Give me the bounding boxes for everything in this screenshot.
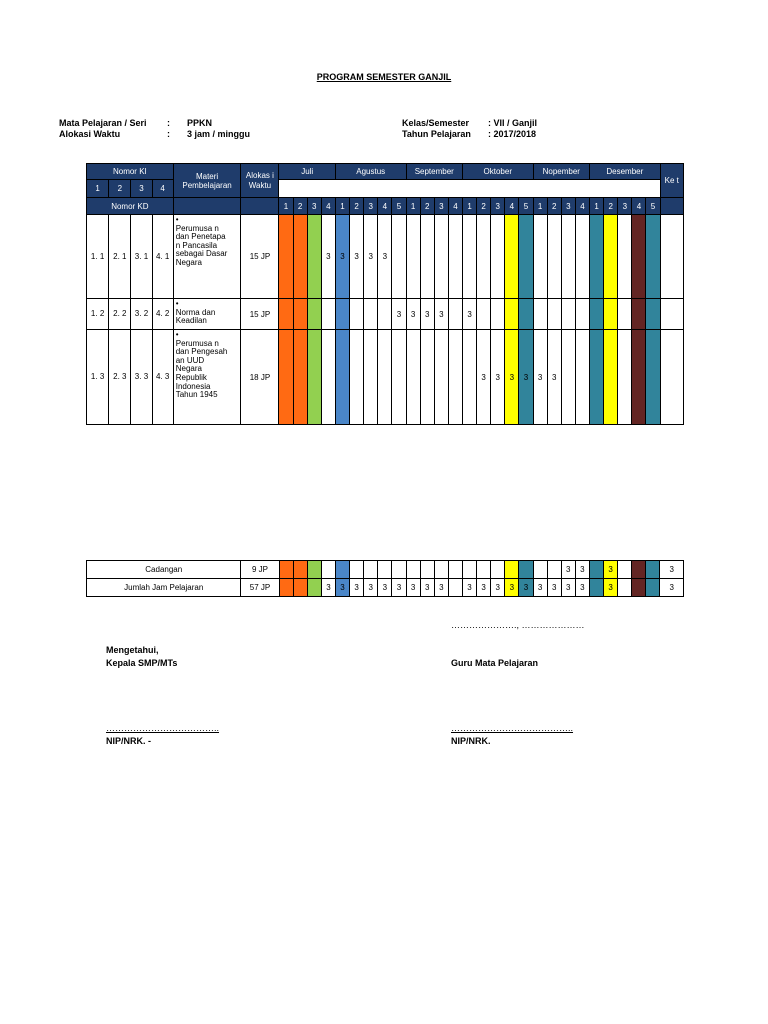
- week-number: 5: [646, 198, 660, 215]
- week-cell: 3: [335, 579, 349, 597]
- kd-number: 4. 3: [152, 330, 173, 425]
- week-cell: 3: [491, 330, 505, 425]
- kd-number: 1. 3: [87, 330, 109, 425]
- week-cell: [505, 561, 519, 579]
- ki-number: 3: [131, 180, 152, 198]
- week-cell: [618, 215, 632, 299]
- week-cell: 3: [392, 299, 406, 330]
- jp-cell: 18 JP: [241, 330, 279, 425]
- week-cell: [547, 561, 561, 579]
- week-cell: [646, 215, 660, 299]
- kd-number: 2. 2: [109, 299, 131, 330]
- week-cell: [646, 579, 660, 597]
- week-cell: 3: [350, 579, 364, 597]
- week-cell: [604, 299, 618, 330]
- week-cell: [420, 561, 434, 579]
- week-cell: [392, 330, 406, 425]
- week-cell: [575, 299, 589, 330]
- week-cell: [434, 215, 448, 299]
- summary-ket: 3: [660, 561, 684, 579]
- week-number: 1: [533, 198, 547, 215]
- jp-cell: 15 JP: [241, 215, 279, 299]
- week-cell: [293, 330, 307, 425]
- mapel-colon: :: [167, 118, 170, 128]
- week-number: 3: [561, 198, 575, 215]
- week-cell: [604, 330, 618, 425]
- week-cell: 3: [406, 579, 420, 597]
- week-cell: [406, 215, 420, 299]
- week-number: 3: [434, 198, 448, 215]
- week-cell: [406, 561, 420, 579]
- week-cell: 3: [462, 579, 476, 597]
- summary-jp: 9 JP: [241, 561, 279, 579]
- kd-number: 1. 1: [87, 215, 109, 299]
- tahun-label: Tahun Pelajaran: [402, 129, 471, 139]
- week-cell: [462, 215, 476, 299]
- ki-number: 1: [87, 180, 109, 198]
- week-number: 2: [420, 198, 434, 215]
- month-header: Oktober: [462, 164, 533, 180]
- week-number: 3: [618, 198, 632, 215]
- week-cell: [307, 299, 321, 330]
- week-cell: [533, 299, 547, 330]
- week-cell: [279, 330, 293, 425]
- week-cell: [392, 561, 406, 579]
- week-cell: 3: [505, 330, 519, 425]
- week-cell: [420, 330, 434, 425]
- week-cell: [533, 561, 547, 579]
- week-cell: [477, 215, 491, 299]
- week-cell: [505, 215, 519, 299]
- week-cell: [547, 215, 561, 299]
- week-cell: [590, 215, 604, 299]
- kd-number: 3. 3: [131, 330, 152, 425]
- week-cell: 3: [477, 579, 491, 597]
- week-number: 3: [491, 198, 505, 215]
- week-cell: [350, 299, 364, 330]
- alokasi-blank-header: [241, 198, 279, 215]
- kd-number: 1. 2: [87, 299, 109, 330]
- week-cell: [575, 330, 589, 425]
- kepala-label: Kepala SMP/MTs: [106, 658, 178, 668]
- date-line: …………………., …………………: [451, 620, 585, 630]
- kd-number: 3. 1: [131, 215, 152, 299]
- month-header: September: [406, 164, 462, 180]
- week-cell: [378, 561, 392, 579]
- week-cell: [321, 330, 335, 425]
- week-cell: 3: [547, 330, 561, 425]
- week-cell: [462, 330, 476, 425]
- week-cell: [618, 561, 632, 579]
- week-cell: [350, 330, 364, 425]
- week-cell: [589, 561, 603, 579]
- kd-number: 3. 2: [131, 299, 152, 330]
- guru-label: Guru Mata Pelajaran: [451, 658, 539, 668]
- week-cell: [589, 579, 603, 597]
- ket-cell: [660, 330, 683, 425]
- jp-cell: 15 JP: [241, 299, 279, 330]
- week-cell: [279, 561, 293, 579]
- mapel-label: Mata Pelajaran / Seri: [59, 118, 147, 128]
- week-cell: 3: [434, 299, 448, 330]
- week-cell: 3: [350, 215, 364, 299]
- kd-number: 2. 3: [109, 330, 131, 425]
- week-cell: [307, 579, 321, 597]
- materi-text: Perumusa n dan Penetapa n Pancasila sebagai Dasar Negara: [175, 223, 228, 267]
- summary-label: Jumlah Jam Pelajaran: [87, 579, 241, 597]
- materi-cell: [173, 215, 241, 299]
- materi-blank-header: [173, 198, 241, 215]
- week-number: 1: [406, 198, 420, 215]
- week-number: 5: [519, 198, 533, 215]
- week-number: 2: [477, 198, 491, 215]
- week-cell: 3: [604, 561, 618, 579]
- week-number: 1: [279, 198, 293, 215]
- week-number: 4: [321, 198, 335, 215]
- week-cell: [547, 299, 561, 330]
- week-number: 2: [350, 198, 364, 215]
- week-cell: [632, 579, 646, 597]
- week-cell: [307, 215, 321, 299]
- week-cell: [448, 579, 462, 597]
- month-header: Nopember: [533, 164, 589, 180]
- week-cell: [378, 299, 392, 330]
- week-cell: 3: [491, 579, 505, 597]
- week-cell: [293, 299, 307, 330]
- week-cell: 3: [575, 579, 589, 597]
- week-cell: [604, 215, 618, 299]
- week-number: 3: [364, 198, 378, 215]
- summary-row: [87, 579, 684, 597]
- week-cell: 3: [519, 579, 533, 597]
- week-cell: [519, 215, 533, 299]
- schedule-table: [86, 163, 684, 425]
- week-cell: [364, 561, 378, 579]
- ki-number: 2: [109, 180, 131, 198]
- materi-cell: [173, 299, 241, 330]
- kd-number: 2. 1: [109, 215, 131, 299]
- week-number: 1: [335, 198, 349, 215]
- week-cell: [491, 561, 505, 579]
- mapel-value: PPKN: [187, 118, 213, 128]
- week-cell: 3: [575, 561, 589, 579]
- week-cell: [321, 561, 335, 579]
- summary-table: [86, 560, 684, 597]
- week-cell: 3: [420, 299, 434, 330]
- week-cell: [279, 215, 293, 299]
- table-row: [87, 299, 684, 330]
- week-cell: [519, 561, 533, 579]
- week-cell: [491, 215, 505, 299]
- nomor-ki-header: Nomor KI: [87, 164, 174, 180]
- ki-number: 4: [152, 180, 173, 198]
- week-cell: [364, 299, 378, 330]
- week-cell: [477, 561, 491, 579]
- week-number: 1: [590, 198, 604, 215]
- alokasi-value: 3 jam / minggu: [187, 129, 251, 139]
- week-cell: 3: [533, 579, 547, 597]
- week-cell: 3: [392, 579, 406, 597]
- week-cell: [335, 561, 349, 579]
- week-cell: [505, 299, 519, 330]
- month-header: Desember: [590, 164, 661, 180]
- summary-row: [87, 561, 684, 579]
- week-cell: 3: [321, 215, 335, 299]
- kd-number: 4. 1: [152, 215, 173, 299]
- kelas-label: Kelas/Semester: [402, 118, 470, 128]
- week-cell: 3: [547, 579, 561, 597]
- left-signature-line: ………………………………..: [106, 723, 220, 733]
- week-cell: [448, 330, 462, 425]
- summary-jp: 57 JP: [241, 579, 279, 597]
- left-nip: NIP/NRK. -: [106, 736, 151, 746]
- week-number: 2: [293, 198, 307, 215]
- week-cell: 3: [406, 299, 420, 330]
- alokasi-label: Alokasi Waktu: [59, 129, 121, 139]
- mengetahui-label: Mengetahui,: [106, 645, 159, 655]
- week-cell: [632, 215, 646, 299]
- week-cell: [420, 215, 434, 299]
- materi-text: Norma dan Keadilan: [175, 307, 216, 326]
- week-cell: [519, 299, 533, 330]
- week-number: 4: [632, 198, 646, 215]
- ket-cell: [660, 299, 683, 330]
- week-cell: 3: [561, 561, 575, 579]
- week-number: 2: [604, 198, 618, 215]
- week-cell: [293, 215, 307, 299]
- week-cell: [561, 215, 575, 299]
- week-cell: [618, 299, 632, 330]
- week-cell: [590, 330, 604, 425]
- materi-text: Perumusa n dan Pengesah an UUD Negara Republik Indonesia Tahun 1945: [175, 338, 228, 400]
- week-cell: [590, 299, 604, 330]
- week-cell: 3: [519, 330, 533, 425]
- week-cell: [392, 215, 406, 299]
- summary-ket: 3: [660, 579, 684, 597]
- week-cell: [646, 299, 660, 330]
- week-number: 2: [547, 198, 561, 215]
- week-cell: [434, 561, 448, 579]
- week-cell: 3: [378, 215, 392, 299]
- tahun-value: : 2017/2018: [488, 129, 537, 139]
- week-cell: 3: [462, 299, 476, 330]
- nomor-kd-header: Nomor KD: [87, 198, 174, 215]
- ket-cell: [660, 215, 683, 299]
- week-cell: [561, 299, 575, 330]
- week-cell: [279, 299, 293, 330]
- week-cell: 3: [378, 579, 392, 597]
- ket-blank-header: [660, 198, 683, 215]
- week-cell: [646, 330, 660, 425]
- week-cell: [335, 299, 349, 330]
- week-cell: [321, 299, 335, 330]
- week-cell: 3: [477, 330, 491, 425]
- week-cell: [335, 330, 349, 425]
- week-cell: [307, 561, 321, 579]
- week-cell: [575, 215, 589, 299]
- table-row: [87, 215, 684, 299]
- month-header: Agustus: [335, 164, 406, 180]
- week-cell: [364, 330, 378, 425]
- week-cell: [632, 299, 646, 330]
- week-cell: [533, 215, 547, 299]
- week-cell: 3: [604, 579, 618, 597]
- week-cell: 3: [364, 579, 378, 597]
- table-row: [87, 330, 684, 425]
- week-cell: [448, 215, 462, 299]
- week-cell: [378, 330, 392, 425]
- week-cell: [632, 561, 646, 579]
- week-cell: 3: [335, 215, 349, 299]
- month-header: Juli: [279, 164, 335, 180]
- bullet: •: [175, 299, 179, 308]
- week-cell: 3: [420, 579, 434, 597]
- week-number: 4: [575, 198, 589, 215]
- week-cell: [618, 330, 632, 425]
- right-nip: NIP/NRK.: [451, 736, 491, 746]
- week-cell: 3: [434, 579, 448, 597]
- bullet: •: [175, 215, 179, 224]
- week-cell: [293, 579, 307, 597]
- week-cell: 3: [364, 215, 378, 299]
- week-cell: [293, 561, 307, 579]
- week-cell: [632, 330, 646, 425]
- summary-label: Cadangan: [87, 561, 241, 579]
- week-cell: 3: [505, 579, 519, 597]
- week-cell: 3: [321, 579, 335, 597]
- week-cell: [434, 330, 448, 425]
- kd-number: 4. 2: [152, 299, 173, 330]
- week-cell: [561, 330, 575, 425]
- week-cell: [448, 561, 462, 579]
- week-number: 3: [307, 198, 321, 215]
- week-cell: [646, 561, 660, 579]
- week-number: 1: [462, 198, 476, 215]
- materi-header: Materi Pembelajaran: [173, 164, 241, 198]
- week-number: 4: [505, 198, 519, 215]
- week-cell: 3: [561, 579, 575, 597]
- week-cell: [350, 561, 364, 579]
- alokasi-header: Alokas i Waktu: [241, 164, 279, 198]
- week-number: 4: [378, 198, 392, 215]
- week-cell: [448, 299, 462, 330]
- week-cell: [618, 579, 632, 597]
- week-number: 5: [392, 198, 406, 215]
- bullet: •: [175, 330, 179, 339]
- week-cell: [477, 299, 491, 330]
- week-cell: 3: [533, 330, 547, 425]
- week-cell: [491, 299, 505, 330]
- right-signature-line: …………………………………..: [451, 723, 574, 733]
- kelas-value: : VII / Ganjil: [488, 118, 538, 128]
- week-cell: [406, 330, 420, 425]
- ket-header: Ke t: [660, 164, 683, 198]
- week-cell: [279, 579, 293, 597]
- alokasi-colon: :: [167, 129, 170, 139]
- materi-cell: [173, 330, 241, 425]
- week-number: 4: [448, 198, 462, 215]
- page-title: PROGRAM SEMESTER GANJIL: [316, 72, 452, 82]
- week-cell: [307, 330, 321, 425]
- week-cell: [462, 561, 476, 579]
